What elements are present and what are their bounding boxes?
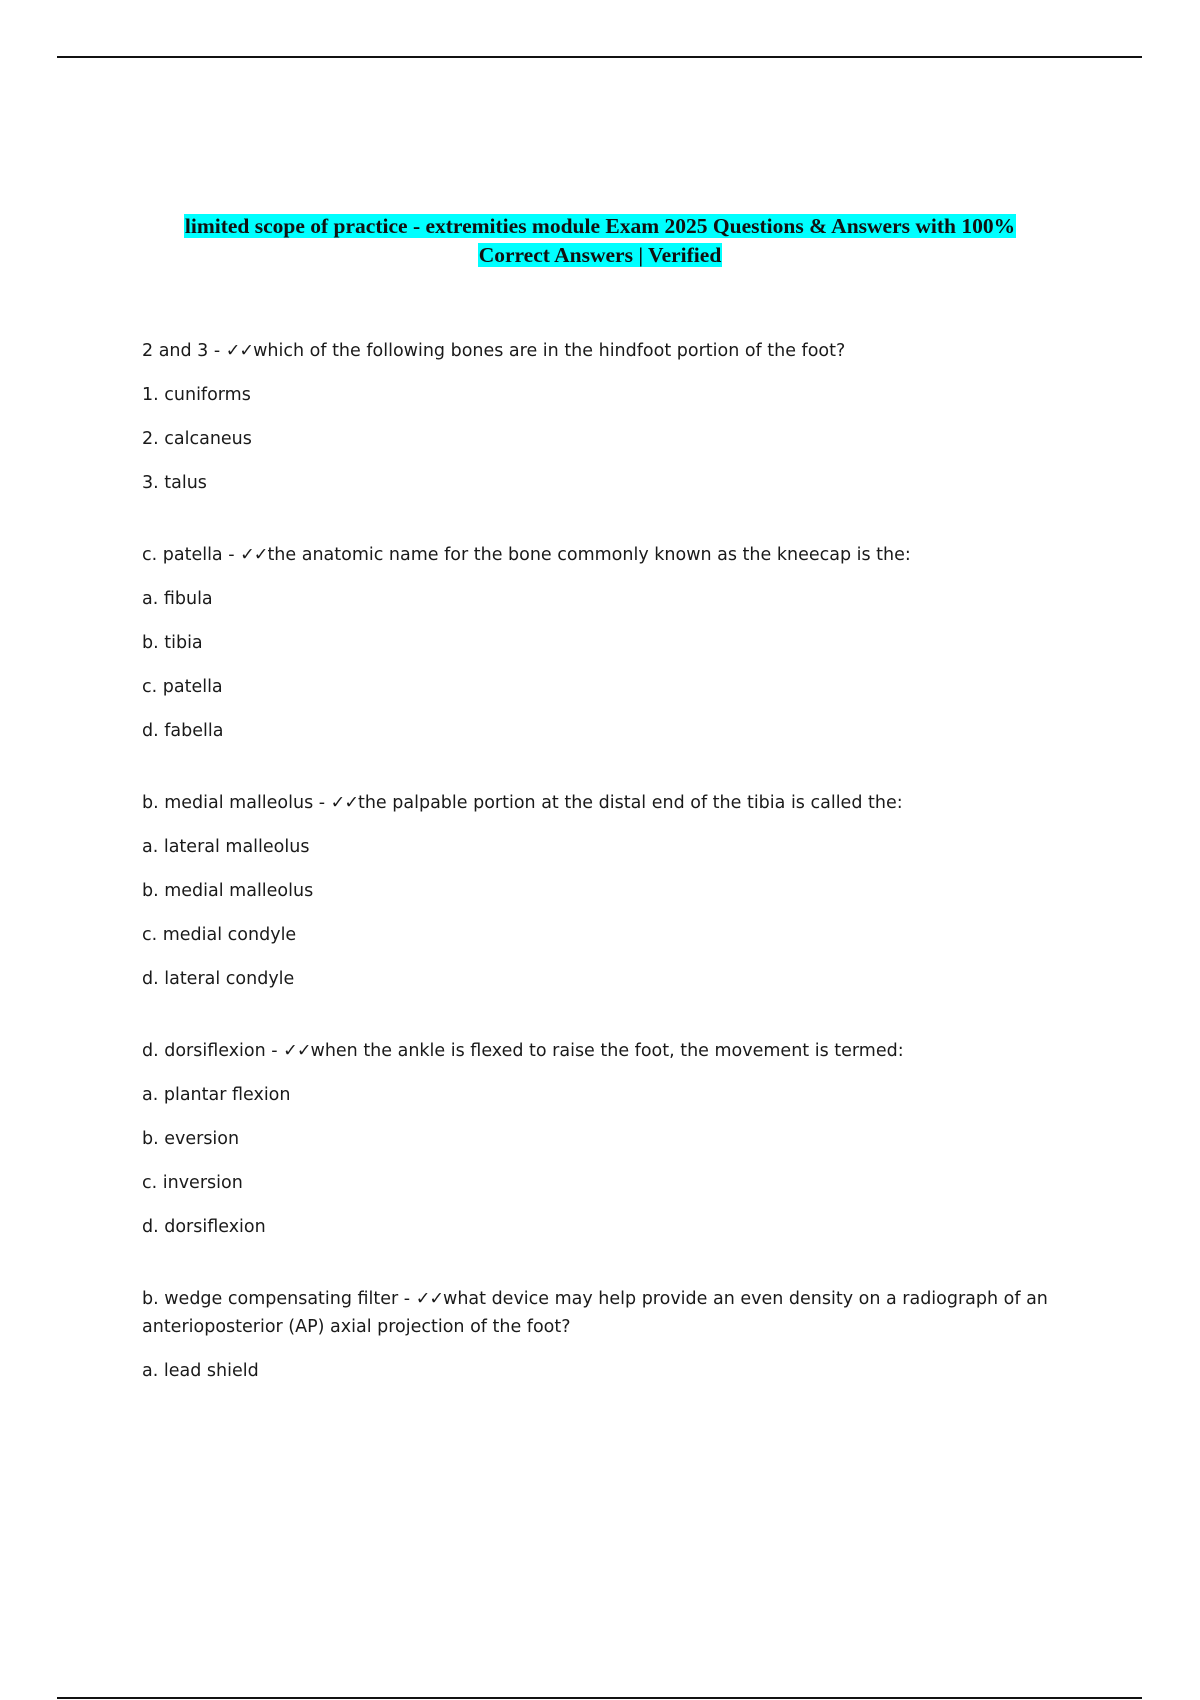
qa-answer: b. wedge compensating filter - — [142, 1289, 416, 1309]
qa-answer: c. patella - — [142, 545, 241, 565]
qa-item — [142, 1285, 1062, 1385]
qa-option: a. lateral malleolus — [142, 837, 310, 857]
qa-question-line — [142, 1285, 1062, 1341]
qa-answer: b. medial malleolus - — [142, 793, 331, 813]
qa-question: what device may help provide an even density on a radiograph of an anterioposterior (AP) axial projection of the foot? — [142, 1289, 1048, 1337]
qa-question-line — [142, 541, 1062, 569]
qa-option: d. dorsiflexion — [142, 1217, 266, 1237]
qa-option: a. lead shield — [142, 1361, 259, 1381]
title-line-1: limited scope of practice - extremities module Exam 2025 Questions & Answers with 100% — [184, 214, 1016, 238]
qa-question-line — [142, 337, 1062, 365]
qa-option: c. medial condyle — [142, 925, 297, 945]
qa-question: which of the following bones are in the hindfoot portion of the foot? — [253, 341, 846, 361]
qa-option: d. fabella — [142, 721, 224, 741]
qa-answer: d. dorsiflexion - — [142, 1041, 284, 1061]
qa-option: b. tibia — [142, 633, 203, 653]
qa-option: a. plantar flexion — [142, 1085, 291, 1105]
qa-option: 1. cuniforms — [142, 385, 251, 405]
qa-item — [142, 541, 1062, 745]
qa-option: a. fibula — [142, 589, 213, 609]
qa-question: when the ankle is flexed to raise the foot, the movement is termed: — [310, 1041, 904, 1061]
qa-option: b. medial malleolus — [142, 881, 314, 901]
qa-option: 2. calcaneus — [142, 429, 252, 449]
qa-list — [142, 337, 1062, 1429]
qa-option: 3. talus — [142, 473, 207, 493]
qa-item — [142, 789, 1062, 993]
qa-option: d. lateral condyle — [142, 969, 295, 989]
double-check-icon: ✓✓ — [415, 1289, 444, 1309]
qa-question-line — [142, 1037, 1062, 1065]
footer-rule — [57, 1697, 1142, 1699]
qa-question: the palpable portion at the distal end of the tibia is called the: — [357, 793, 903, 813]
qa-item — [142, 337, 1062, 497]
document-title — [100, 212, 1100, 270]
double-check-icon: ✓✓ — [283, 1041, 311, 1061]
qa-answer: 2 and 3 - — [142, 341, 226, 361]
qa-option: c. patella — [142, 677, 223, 697]
double-check-icon: ✓✓ — [240, 545, 268, 565]
qa-question: the anatomic name for the bone commonly known as the kneecap is the: — [267, 545, 911, 565]
header-rule — [57, 56, 1142, 58]
qa-option: b. eversion — [142, 1129, 240, 1149]
double-check-icon: ✓✓ — [330, 793, 358, 813]
qa-option: c. inversion — [142, 1173, 243, 1193]
qa-item — [142, 1037, 1062, 1241]
title-line-2: Correct Answers | Verified — [478, 243, 722, 267]
double-check-icon: ✓✓ — [225, 341, 254, 361]
qa-question-line — [142, 789, 1062, 817]
